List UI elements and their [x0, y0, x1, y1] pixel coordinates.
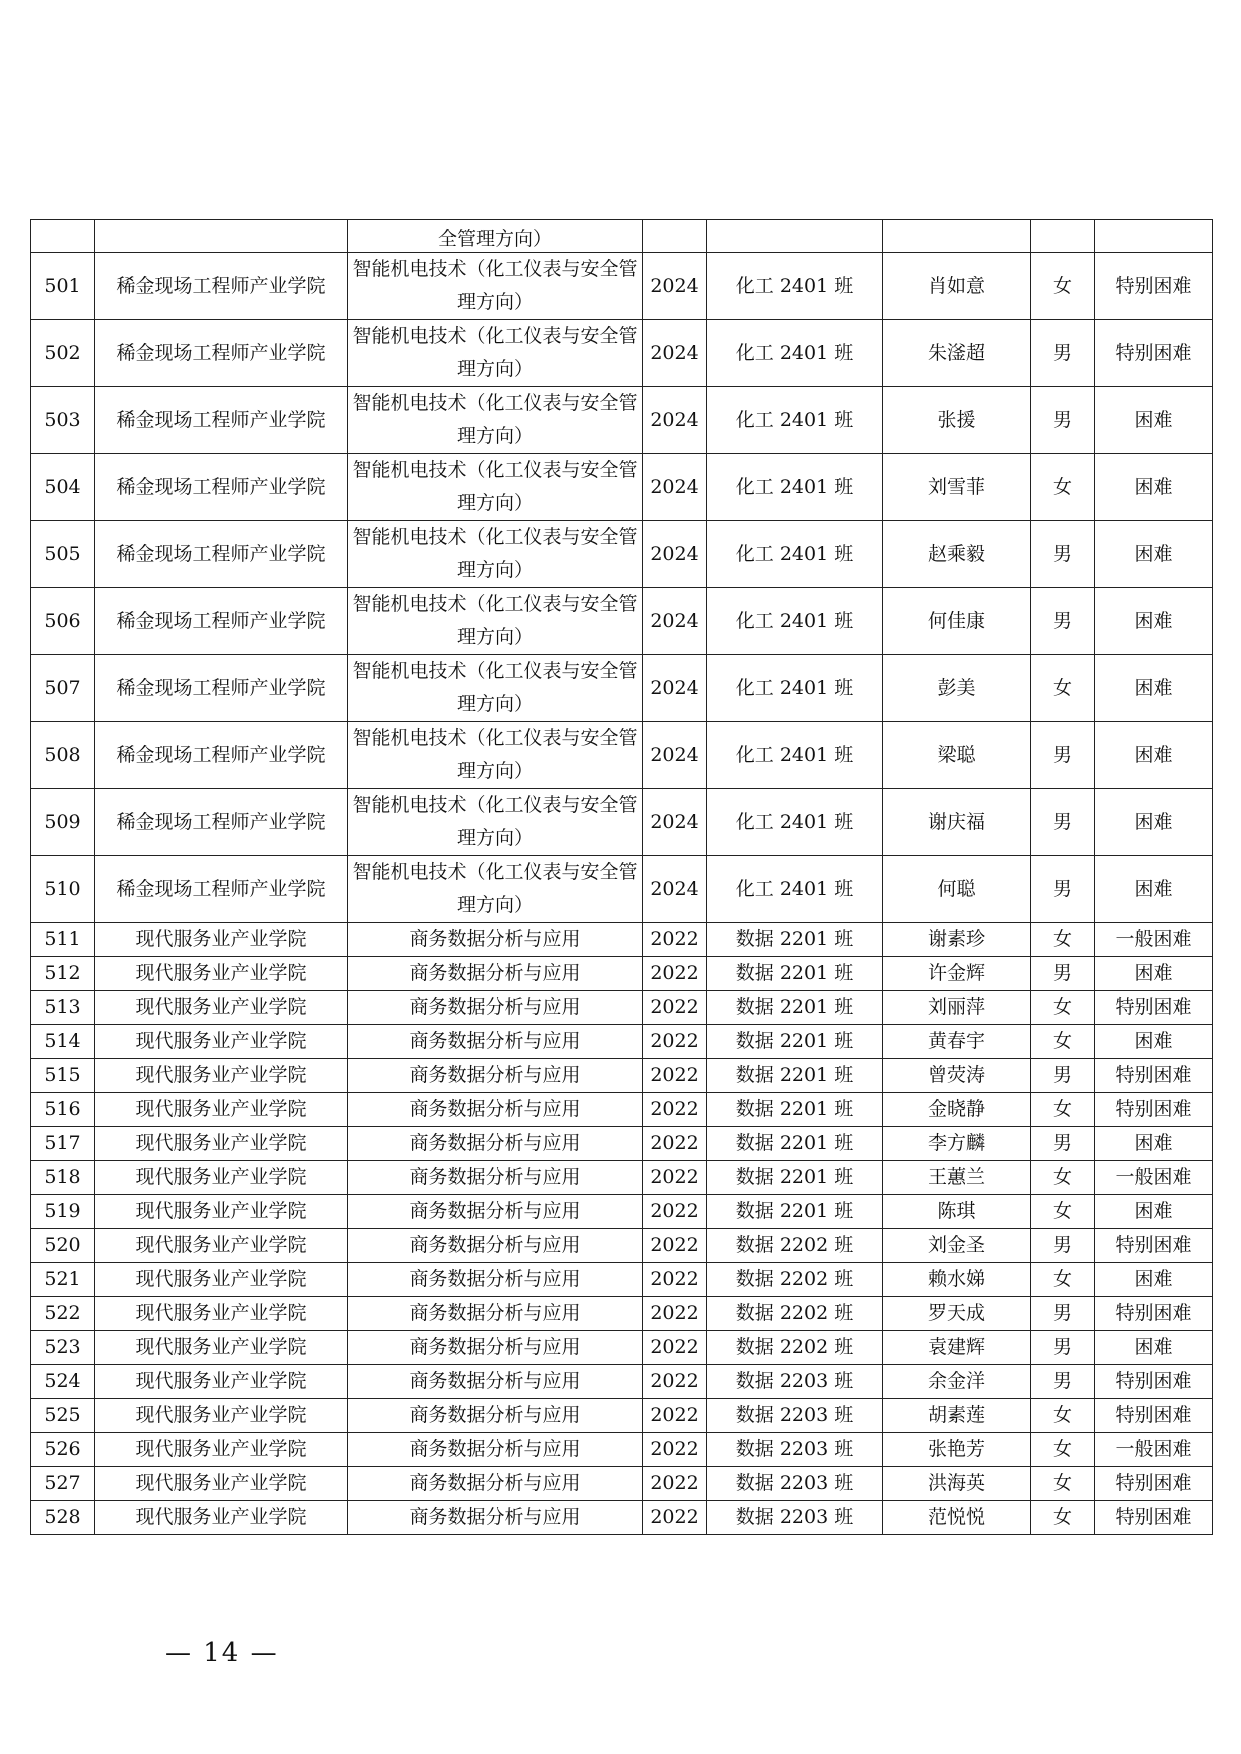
cell-gender: 女: [1031, 253, 1095, 320]
cell-major: 智能机电技术（化工仪表与安全管理方向）: [348, 856, 643, 923]
cell-no: 518: [31, 1161, 95, 1195]
cell-major: 商务数据分析与应用: [348, 1331, 643, 1365]
cell-level: 困难: [1095, 1331, 1213, 1365]
cell-name: 赵乘毅: [883, 521, 1031, 588]
cell-no: [31, 220, 95, 253]
cell-no: 513: [31, 991, 95, 1025]
cell-name: 黄春宇: [883, 1025, 1031, 1059]
cell-class: 数据 2203 班: [707, 1433, 883, 1467]
page-number: — 14 —: [165, 1638, 279, 1668]
cell-major: 商务数据分析与应用: [348, 1229, 643, 1263]
cell-college: 稀金现场工程师产业学院: [95, 454, 348, 521]
cell-name: 何佳康: [883, 588, 1031, 655]
student-aid-table: [30, 219, 1213, 1535]
cell-college: 稀金现场工程师产业学院: [95, 856, 348, 923]
table-row: [31, 1501, 1213, 1535]
cell-college: 现代服务业产业学院: [95, 1399, 348, 1433]
cell-class: [707, 220, 883, 253]
cell-level: 困难: [1095, 789, 1213, 856]
cell-major: 智能机电技术（化工仪表与安全管理方向）: [348, 588, 643, 655]
table-row: [31, 1365, 1213, 1399]
cell-major: 智能机电技术（化工仪表与安全管理方向）: [348, 454, 643, 521]
cell-no: 524: [31, 1365, 95, 1399]
cell-no: 502: [31, 320, 95, 387]
cell-level: 困难: [1095, 1025, 1213, 1059]
cell-gender: 女: [1031, 1093, 1095, 1127]
table-row: [31, 253, 1213, 320]
cell-year: 2022: [643, 1093, 707, 1127]
cell-gender: 女: [1031, 991, 1095, 1025]
cell-major: 商务数据分析与应用: [348, 1059, 643, 1093]
cell-college: 现代服务业产业学院: [95, 1229, 348, 1263]
cell-year: [643, 220, 707, 253]
table-row: [31, 320, 1213, 387]
cell-gender: 女: [1031, 655, 1095, 722]
cell-name: 范悦悦: [883, 1501, 1031, 1535]
cell-college: 稀金现场工程师产业学院: [95, 655, 348, 722]
cell-major: 商务数据分析与应用: [348, 1093, 643, 1127]
cell-gender: 女: [1031, 1263, 1095, 1297]
cell-name: 张援: [883, 387, 1031, 454]
cell-level: 困难: [1095, 1263, 1213, 1297]
cell-college: 现代服务业产业学院: [95, 957, 348, 991]
cell-major-continued: 全管理方向）: [348, 220, 643, 253]
cell-college: 现代服务业产业学院: [95, 1093, 348, 1127]
cell-class: 化工 2401 班: [707, 454, 883, 521]
table-row: [31, 454, 1213, 521]
cell-level: 困难: [1095, 521, 1213, 588]
cell-college: 稀金现场工程师产业学院: [95, 789, 348, 856]
cell-college: 现代服务业产业学院: [95, 1161, 348, 1195]
table-row: [31, 856, 1213, 923]
cell-name: 张艳芳: [883, 1433, 1031, 1467]
cell-gender: 女: [1031, 1025, 1095, 1059]
cell-year: 2022: [643, 1331, 707, 1365]
cell-major: 商务数据分析与应用: [348, 1467, 643, 1501]
cell-level: 特别困难: [1095, 1399, 1213, 1433]
cell-name: 许金辉: [883, 957, 1031, 991]
cell-year: 2022: [643, 1263, 707, 1297]
cell-major: 商务数据分析与应用: [348, 923, 643, 957]
cell-gender: 女: [1031, 923, 1095, 957]
cell-year: 2022: [643, 1467, 707, 1501]
table-row: [31, 1399, 1213, 1433]
cell-name: 朱滏超: [883, 320, 1031, 387]
cell-level: 困难: [1095, 588, 1213, 655]
cell-year: 2022: [643, 1365, 707, 1399]
cell-level: 困难: [1095, 387, 1213, 454]
cell-level: 特别困难: [1095, 1365, 1213, 1399]
cell-level: 特别困难: [1095, 320, 1213, 387]
table-row: [31, 1229, 1213, 1263]
cell-level: 特别困难: [1095, 1297, 1213, 1331]
cell-major: 商务数据分析与应用: [348, 1501, 643, 1535]
cell-name: [883, 220, 1031, 253]
cell-no: 523: [31, 1331, 95, 1365]
table-body: [31, 220, 1213, 1535]
cell-year: 2022: [643, 1025, 707, 1059]
table-row: [31, 789, 1213, 856]
cell-level: 特别困难: [1095, 1229, 1213, 1263]
cell-no: 517: [31, 1127, 95, 1161]
cell-level: 特别困难: [1095, 991, 1213, 1025]
cell-gender: 男: [1031, 1059, 1095, 1093]
cell-class: 化工 2401 班: [707, 253, 883, 320]
cell-no: 508: [31, 722, 95, 789]
cell-year: 2022: [643, 1229, 707, 1263]
cell-level: 困难: [1095, 722, 1213, 789]
cell-major: 智能机电技术（化工仪表与安全管理方向）: [348, 789, 643, 856]
cell-major: 智能机电技术（化工仪表与安全管理方向）: [348, 253, 643, 320]
cell-no: 511: [31, 923, 95, 957]
cell-level: 困难: [1095, 856, 1213, 923]
cell-major: 智能机电技术（化工仪表与安全管理方向）: [348, 655, 643, 722]
cell-no: 520: [31, 1229, 95, 1263]
table-row: [31, 923, 1213, 957]
cell-college: 稀金现场工程师产业学院: [95, 588, 348, 655]
cell-college: 稀金现场工程师产业学院: [95, 253, 348, 320]
cell-major: 商务数据分析与应用: [348, 1297, 643, 1331]
cell-college: 稀金现场工程师产业学院: [95, 722, 348, 789]
cell-name: 何聪: [883, 856, 1031, 923]
cell-major: 商务数据分析与应用: [348, 991, 643, 1025]
cell-major: 智能机电技术（化工仪表与安全管理方向）: [348, 722, 643, 789]
cell-class: 数据 2201 班: [707, 1093, 883, 1127]
cell-name: 胡素莲: [883, 1399, 1031, 1433]
cell-gender: 女: [1031, 1161, 1095, 1195]
cell-no: 504: [31, 454, 95, 521]
cell-college: 现代服务业产业学院: [95, 1025, 348, 1059]
cell-name: 王蕙兰: [883, 1161, 1031, 1195]
cell-year: 2024: [643, 789, 707, 856]
cell-college: 稀金现场工程师产业学院: [95, 387, 348, 454]
cell-class: 数据 2202 班: [707, 1331, 883, 1365]
table-row: [31, 655, 1213, 722]
cell-year: 2024: [643, 387, 707, 454]
cell-class: 化工 2401 班: [707, 521, 883, 588]
cell-name: 袁建辉: [883, 1331, 1031, 1365]
cell-level: [1095, 220, 1213, 253]
cell-level: 一般困难: [1095, 1161, 1213, 1195]
table-row: [31, 1195, 1213, 1229]
cell-college: 现代服务业产业学院: [95, 1297, 348, 1331]
cell-no: 507: [31, 655, 95, 722]
cell-gender: 女: [1031, 1195, 1095, 1229]
cell-gender: 男: [1031, 387, 1095, 454]
cell-gender: 男: [1031, 1297, 1095, 1331]
cell-gender: 女: [1031, 1501, 1095, 1535]
table-row: [31, 957, 1213, 991]
cell-no: 509: [31, 789, 95, 856]
cell-year: 2022: [643, 1399, 707, 1433]
cell-level: 困难: [1095, 1195, 1213, 1229]
cell-name: 谢素珍: [883, 923, 1031, 957]
cell-year: 2024: [643, 722, 707, 789]
cell-no: 512: [31, 957, 95, 991]
continued-row: [31, 220, 1213, 253]
cell-college: 现代服务业产业学院: [95, 1059, 348, 1093]
table-row: [31, 387, 1213, 454]
cell-college: 现代服务业产业学院: [95, 1433, 348, 1467]
cell-gender: 男: [1031, 856, 1095, 923]
cell-no: 525: [31, 1399, 95, 1433]
cell-year: 2022: [643, 957, 707, 991]
cell-class: 数据 2203 班: [707, 1399, 883, 1433]
cell-class: 数据 2202 班: [707, 1229, 883, 1263]
cell-no: 501: [31, 253, 95, 320]
cell-name: 谢庆福: [883, 789, 1031, 856]
table-row: [31, 1433, 1213, 1467]
cell-class: 数据 2202 班: [707, 1263, 883, 1297]
cell-year: 2022: [643, 1059, 707, 1093]
cell-no: 527: [31, 1467, 95, 1501]
cell-name: 陈琪: [883, 1195, 1031, 1229]
table-row: [31, 991, 1213, 1025]
cell-class: 数据 2201 班: [707, 1195, 883, 1229]
cell-gender: 男: [1031, 1365, 1095, 1399]
cell-class: 化工 2401 班: [707, 588, 883, 655]
cell-major: 智能机电技术（化工仪表与安全管理方向）: [348, 387, 643, 454]
cell-gender: 男: [1031, 789, 1095, 856]
cell-college: 现代服务业产业学院: [95, 1195, 348, 1229]
cell-name: 刘金圣: [883, 1229, 1031, 1263]
cell-major: 商务数据分析与应用: [348, 1161, 643, 1195]
cell-year: 2024: [643, 521, 707, 588]
table-row: [31, 521, 1213, 588]
cell-name: 彭美: [883, 655, 1031, 722]
cell-gender: 男: [1031, 957, 1095, 991]
cell-no: 521: [31, 1263, 95, 1297]
cell-name: 赖水娣: [883, 1263, 1031, 1297]
cell-name: 曾荧涛: [883, 1059, 1031, 1093]
cell-no: 519: [31, 1195, 95, 1229]
cell-year: 2022: [643, 1127, 707, 1161]
cell-class: 数据 2201 班: [707, 1059, 883, 1093]
cell-year: 2022: [643, 1297, 707, 1331]
cell-class: 数据 2201 班: [707, 957, 883, 991]
cell-gender: 男: [1031, 1331, 1095, 1365]
table-row: [31, 1263, 1213, 1297]
cell-college: [95, 220, 348, 253]
cell-name: 李方麟: [883, 1127, 1031, 1161]
cell-name: 刘丽萍: [883, 991, 1031, 1025]
cell-gender: 男: [1031, 521, 1095, 588]
cell-year: 2022: [643, 1195, 707, 1229]
cell-major: 商务数据分析与应用: [348, 1195, 643, 1229]
table-row: [31, 1467, 1213, 1501]
cell-year: 2022: [643, 991, 707, 1025]
cell-level: 一般困难: [1095, 1433, 1213, 1467]
cell-gender: 女: [1031, 454, 1095, 521]
cell-class: 化工 2401 班: [707, 320, 883, 387]
cell-year: 2024: [643, 454, 707, 521]
cell-college: 现代服务业产业学院: [95, 1263, 348, 1297]
cell-gender: 男: [1031, 722, 1095, 789]
cell-major: 商务数据分析与应用: [348, 1263, 643, 1297]
cell-major: 商务数据分析与应用: [348, 1127, 643, 1161]
table-row: [31, 1161, 1213, 1195]
cell-class: 化工 2401 班: [707, 387, 883, 454]
table-row: [31, 1059, 1213, 1093]
cell-class: 数据 2201 班: [707, 1127, 883, 1161]
cell-major: 商务数据分析与应用: [348, 957, 643, 991]
cell-gender: 女: [1031, 1433, 1095, 1467]
cell-class: 化工 2401 班: [707, 789, 883, 856]
cell-no: 515: [31, 1059, 95, 1093]
cell-no: 516: [31, 1093, 95, 1127]
cell-class: 数据 2201 班: [707, 1025, 883, 1059]
cell-class: 数据 2201 班: [707, 1161, 883, 1195]
cell-college: 现代服务业产业学院: [95, 1127, 348, 1161]
cell-year: 2024: [643, 253, 707, 320]
cell-no: 522: [31, 1297, 95, 1331]
cell-name: 罗天成: [883, 1297, 1031, 1331]
cell-college: 稀金现场工程师产业学院: [95, 320, 348, 387]
cell-major: 智能机电技术（化工仪表与安全管理方向）: [348, 320, 643, 387]
cell-gender: 男: [1031, 1229, 1095, 1263]
cell-year: 2024: [643, 655, 707, 722]
cell-level: 特别困难: [1095, 1059, 1213, 1093]
cell-major: 商务数据分析与应用: [348, 1365, 643, 1399]
cell-college: 现代服务业产业学院: [95, 1467, 348, 1501]
cell-no: 506: [31, 588, 95, 655]
cell-level: 特别困难: [1095, 1093, 1213, 1127]
cell-name: 肖如意: [883, 253, 1031, 320]
cell-name: 洪海英: [883, 1467, 1031, 1501]
cell-major: 智能机电技术（化工仪表与安全管理方向）: [348, 521, 643, 588]
cell-college: 现代服务业产业学院: [95, 1501, 348, 1535]
cell-class: 数据 2203 班: [707, 1467, 883, 1501]
table-row: [31, 588, 1213, 655]
cell-no: 526: [31, 1433, 95, 1467]
cell-class: 数据 2201 班: [707, 991, 883, 1025]
cell-class: 数据 2203 班: [707, 1501, 883, 1535]
cell-year: 2022: [643, 923, 707, 957]
cell-college: 稀金现场工程师产业学院: [95, 521, 348, 588]
cell-major: 商务数据分析与应用: [348, 1399, 643, 1433]
cell-level: 困难: [1095, 655, 1213, 722]
cell-level: 困难: [1095, 1127, 1213, 1161]
cell-no: 514: [31, 1025, 95, 1059]
table-row: [31, 722, 1213, 789]
cell-gender: 男: [1031, 588, 1095, 655]
cell-major: 商务数据分析与应用: [348, 1433, 643, 1467]
cell-gender: 男: [1031, 320, 1095, 387]
cell-level: 一般困难: [1095, 923, 1213, 957]
cell-level: 困难: [1095, 957, 1213, 991]
cell-class: 化工 2401 班: [707, 655, 883, 722]
cell-gender: 女: [1031, 1467, 1095, 1501]
cell-gender: [1031, 220, 1095, 253]
cell-class: 数据 2203 班: [707, 1365, 883, 1399]
cell-college: 现代服务业产业学院: [95, 1331, 348, 1365]
cell-no: 503: [31, 387, 95, 454]
table-row: [31, 1297, 1213, 1331]
cell-year: 2022: [643, 1161, 707, 1195]
cell-year: 2024: [643, 856, 707, 923]
cell-year: 2022: [643, 1501, 707, 1535]
cell-level: 特别困难: [1095, 253, 1213, 320]
cell-year: 2022: [643, 1433, 707, 1467]
cell-class: 数据 2201 班: [707, 923, 883, 957]
cell-college: 现代服务业产业学院: [95, 1365, 348, 1399]
table-row: [31, 1127, 1213, 1161]
cell-no: 510: [31, 856, 95, 923]
cell-level: 特别困难: [1095, 1501, 1213, 1535]
table-row: [31, 1093, 1213, 1127]
cell-class: 化工 2401 班: [707, 856, 883, 923]
cell-no: 505: [31, 521, 95, 588]
cell-year: 2024: [643, 588, 707, 655]
cell-name: 金晓静: [883, 1093, 1031, 1127]
cell-level: 特别困难: [1095, 1467, 1213, 1501]
cell-class: 化工 2401 班: [707, 722, 883, 789]
cell-gender: 女: [1031, 1399, 1095, 1433]
cell-name: 余金洋: [883, 1365, 1031, 1399]
cell-major: 商务数据分析与应用: [348, 1025, 643, 1059]
cell-gender: 男: [1031, 1127, 1095, 1161]
cell-college: 现代服务业产业学院: [95, 991, 348, 1025]
cell-name: 梁聪: [883, 722, 1031, 789]
cell-college: 现代服务业产业学院: [95, 923, 348, 957]
cell-name: 刘雪菲: [883, 454, 1031, 521]
cell-class: 数据 2202 班: [707, 1297, 883, 1331]
table-row: [31, 1331, 1213, 1365]
table-row: [31, 1025, 1213, 1059]
cell-no: 528: [31, 1501, 95, 1535]
cell-year: 2024: [643, 320, 707, 387]
cell-level: 困难: [1095, 454, 1213, 521]
